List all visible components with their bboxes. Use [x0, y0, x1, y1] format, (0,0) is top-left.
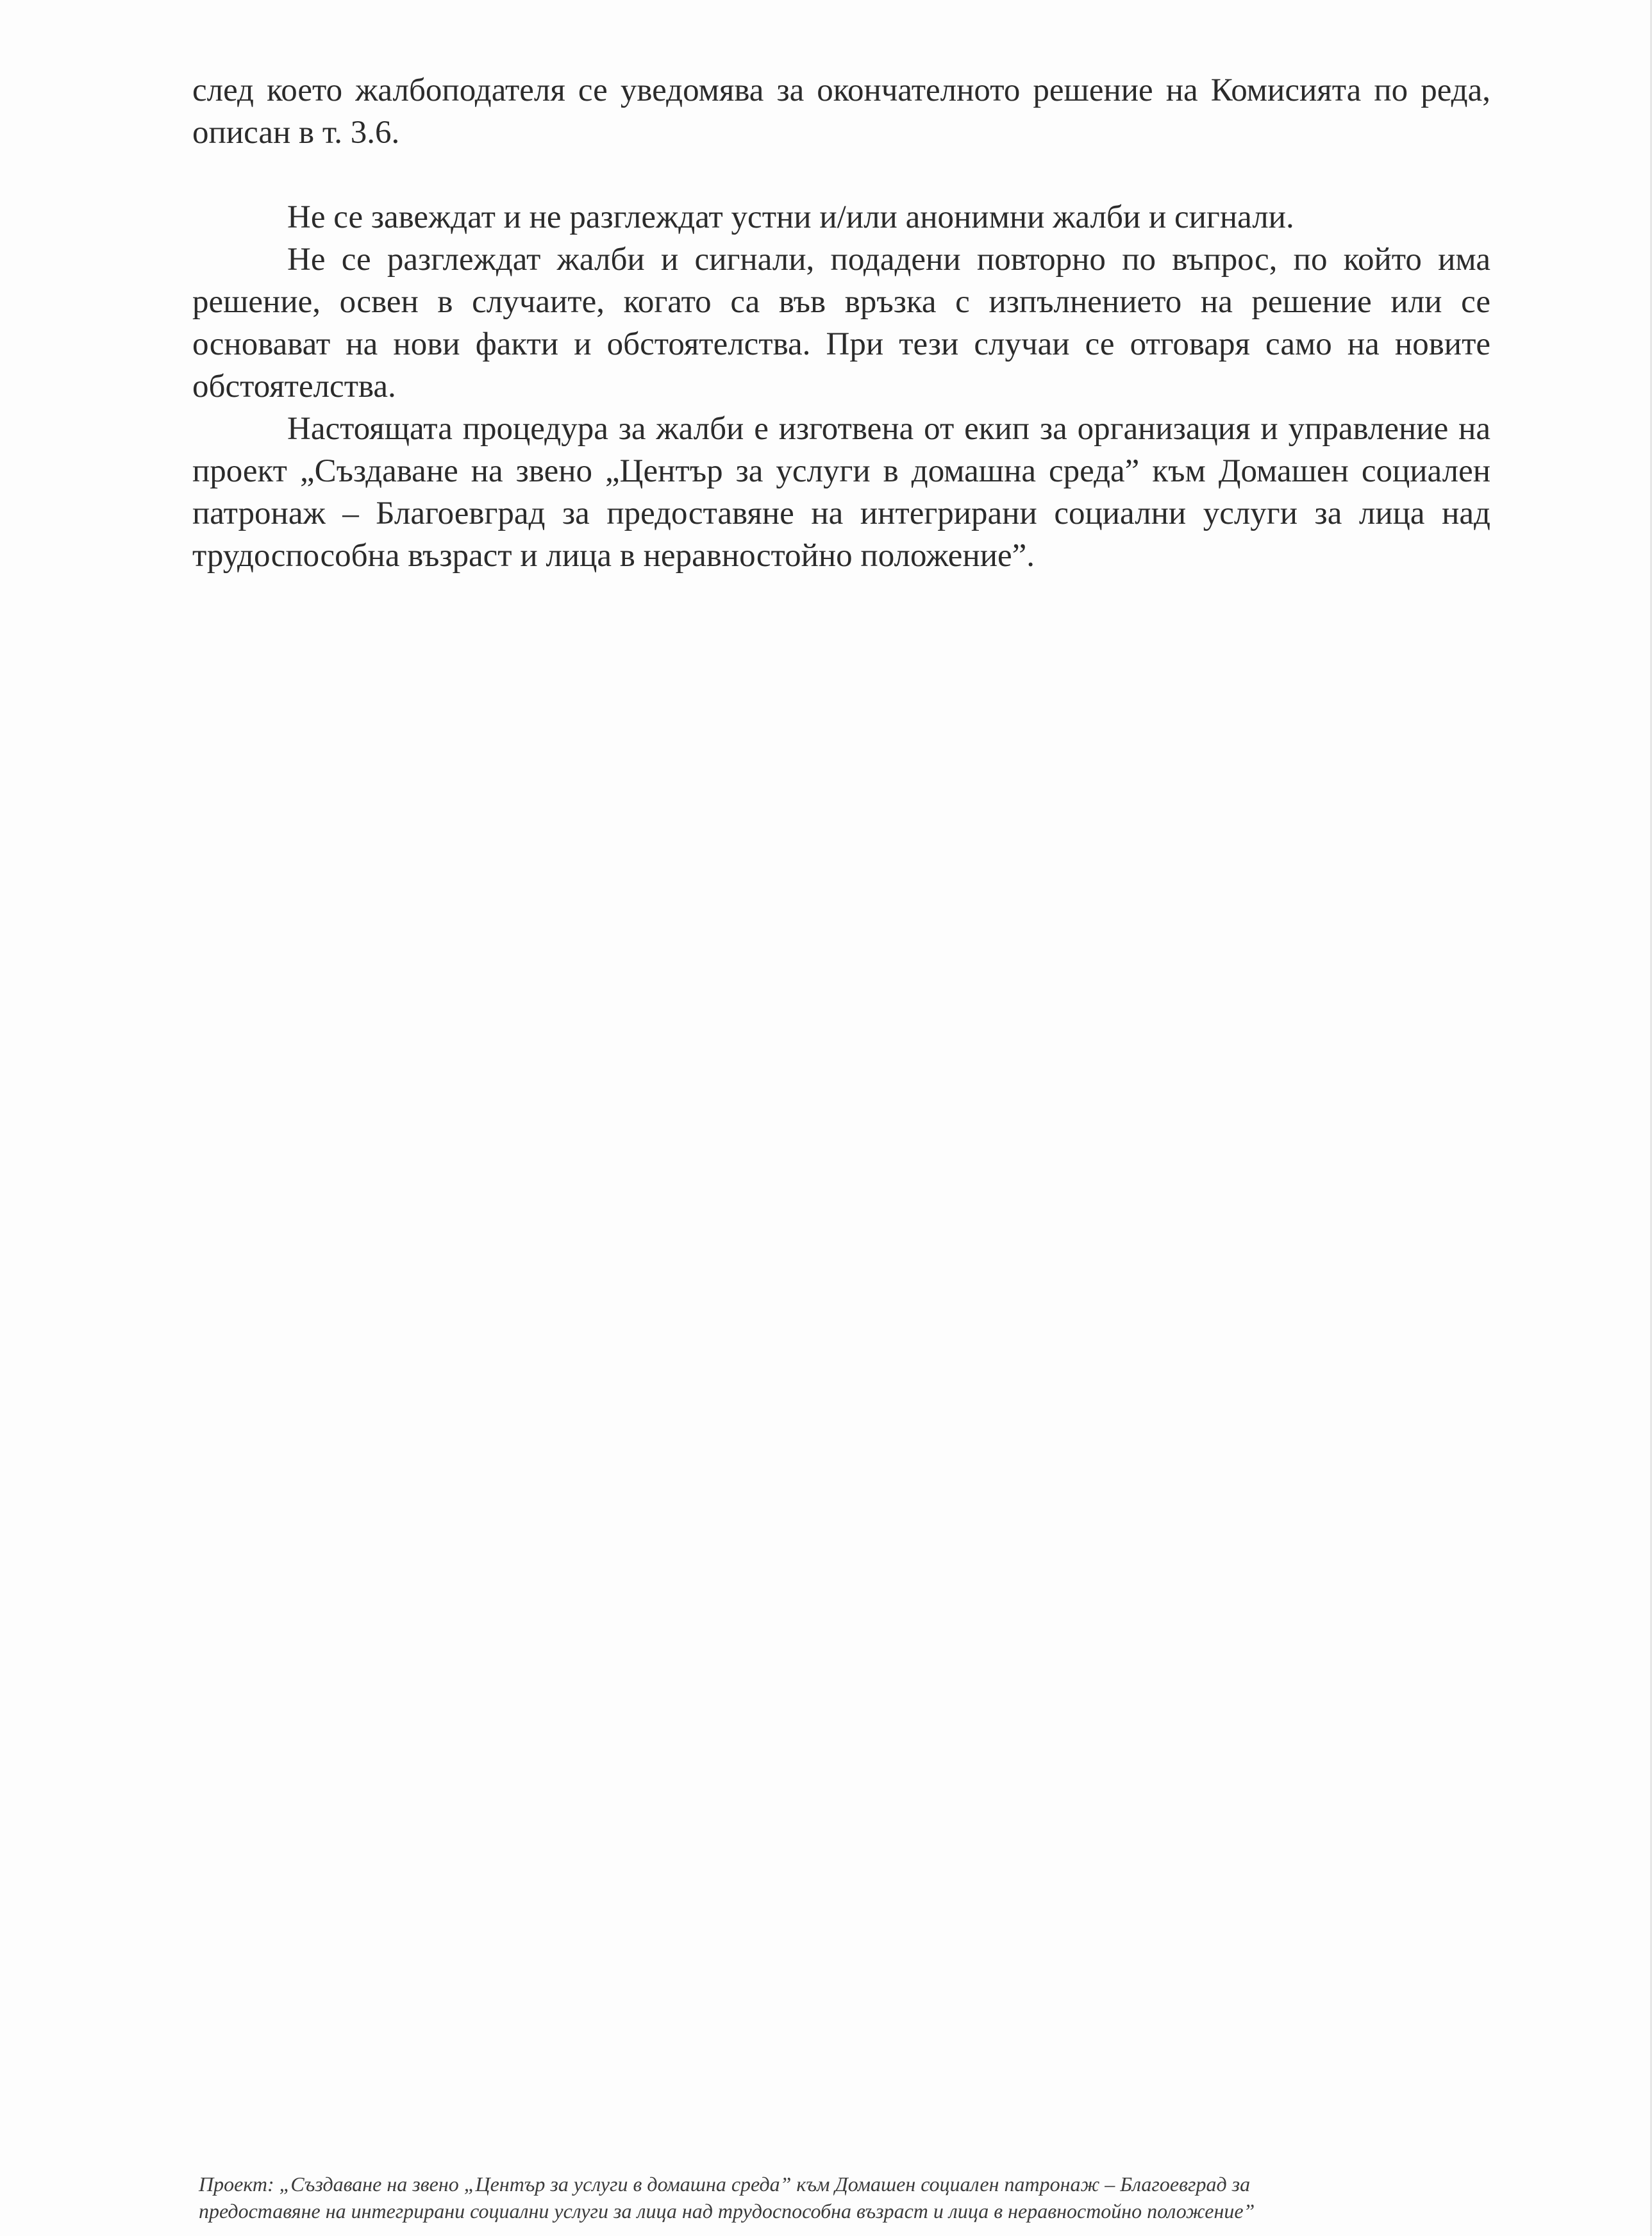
document-body [192, 69, 1490, 577]
footer-line-2: предоставяне на интегрирани социални услуги за лица над трудоспособна възраст и лица в неравностойно положение” [199, 2199, 1255, 2223]
paragraph-repeat-complaints: Не се разглеждат жалби и сигнали, подадени повторно по въпрос, по който има решение, освен в случаите, когато са във връзка с изпълнението на решение или се основават на нови факти и обстоятелства. При тези случаи се отговаря само на новите обстоятелства. [192, 242, 1490, 405]
paragraph-no-anonymous-complaints: Не се завеждат и не разглеждат устни и/или анонимни жалби и сигнали. [287, 199, 1294, 235]
paragraph-procedure-authorship: Настоящата процедура за жалби е изготвена от екип за организация и управление на проект „Създаване на звено „Център за услуги в домашна среда” към Домашен социален патронаж – Благоевград за предоставяне на интегрирани социални услуги за лица над трудоспособна възраст и лица в неравностойно положение”. [192, 411, 1490, 574]
footer-line-1: Проект: „Създаване на звено „Център за услуги в домашна среда” към Домашен социален патронаж – Благоевград за [199, 2173, 1251, 2196]
paragraph-continuation: след което жалбоподателя се уведомява за окончателното решение на Комисията по реда, описан в т. 3.6. [192, 72, 1490, 151]
page-footer [199, 2171, 1481, 2224]
